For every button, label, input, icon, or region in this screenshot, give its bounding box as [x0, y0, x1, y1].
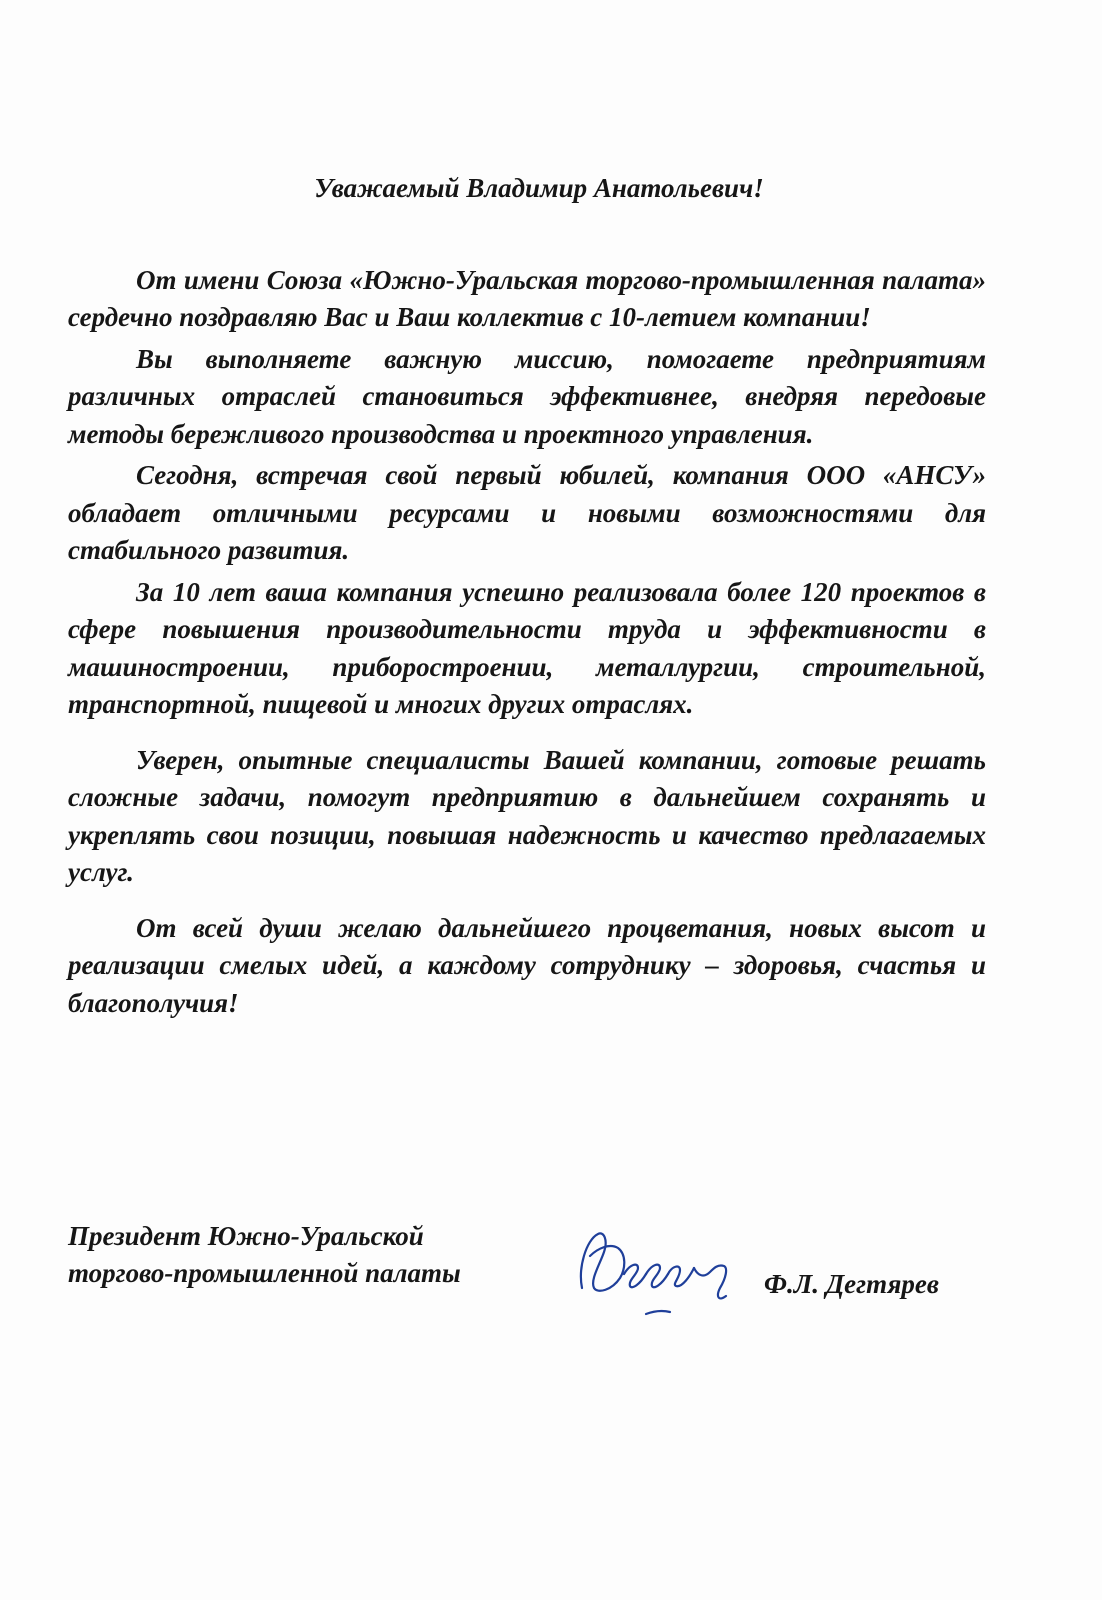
paragraph-mission: Вы выполняете важную миссию, помогаете предприятиям различных отраслей становиться эффективнее, внедряя передовые методы бережливого производства и проектного управления. [68, 343, 986, 449]
paragraph-confidence: Уверен, опытные специалисты Вашей компании, готовые решать сложные задачи, помогут предприятию в дальнейшем сохранять и укреплять свои позиции, повышая надежность и качество предлагаемых услуг. [68, 744, 986, 887]
paragraph-jubilee: Сегодня, встречая свой первый юбилей, компания ООО «АНСУ» обладает отличными ресурсами и новыми возможностями для стабильного развития. [68, 460, 986, 565]
signatory-position-line2: торгово-промышленной палаты [68, 1258, 461, 1288]
signature-block [68, 1218, 986, 1328]
salutation: Уважаемый Владимир Анатольевич! [314, 173, 764, 203]
signatory-position-line1: Президент Южно-Уральской [68, 1221, 424, 1251]
paragraph-projects: За 10 лет ваша компания успешно реализовала более 120 проектов в сфере повышения производительности труда и эффективности в машиностроении, приборостроении, металлургии, строительной, транспортной, пищевой и многих других отраслях. [68, 576, 986, 719]
paragraph-congratulation: От имени Союза «Южно-Уральская торгово-промышленная палата» сердечно поздравляю Вас и Ваш коллектив с 10-летием компании! [68, 264, 986, 332]
signatory-name: Ф.Л. Дегтярев [764, 1269, 939, 1299]
paragraph-wishes: От всей души желаю дальнейшего процветания, новых высот и реализации смелых идей, а каждому сотруднику – здоровья, счастья и благополучия! [68, 912, 986, 1018]
letter-body [68, 170, 986, 1022]
handwritten-signature [568, 1218, 748, 1328]
signatory-position [68, 1218, 588, 1292]
